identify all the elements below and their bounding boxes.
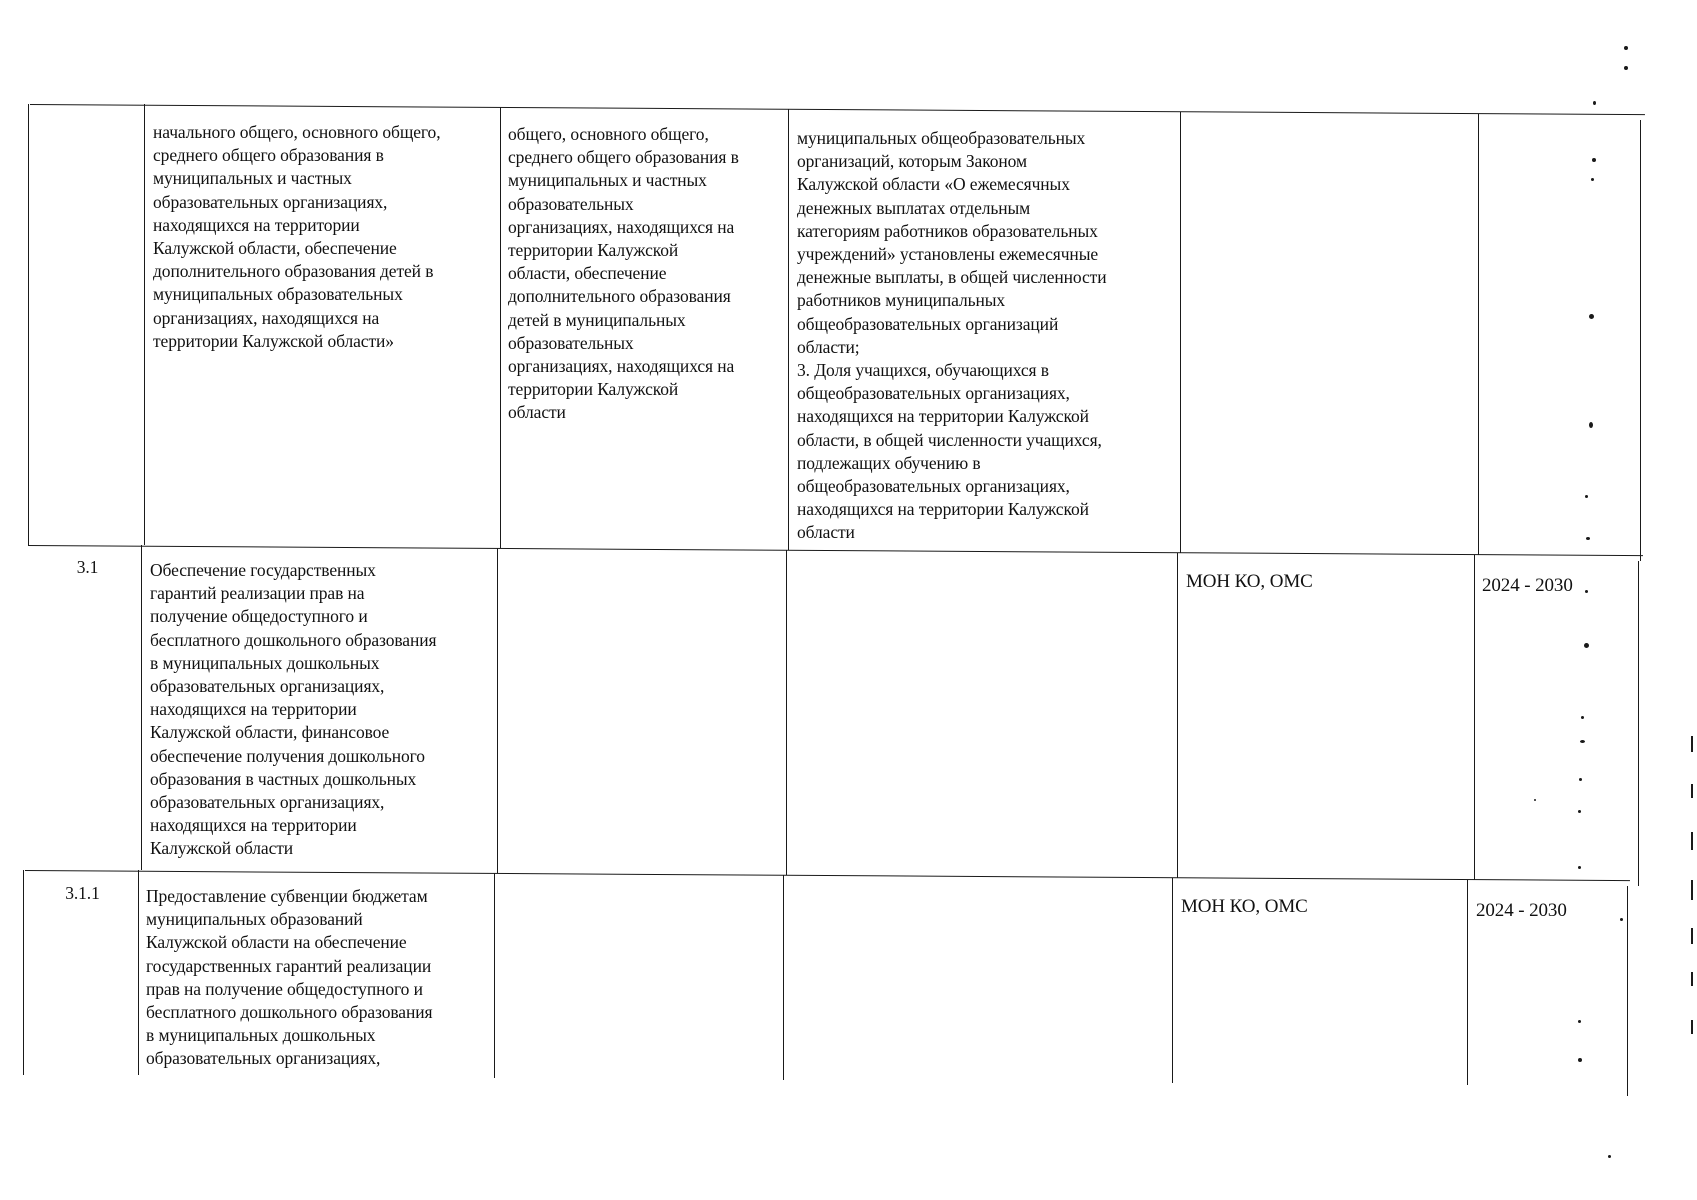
scan-dot	[1580, 740, 1585, 743]
executor-cell: МОН КО, ОМС	[1186, 571, 1313, 592]
col-border-4	[1180, 112, 1181, 553]
col-border-4c	[1172, 878, 1173, 1083]
scan-edge-mark	[1691, 972, 1693, 986]
col-border-3	[788, 109, 789, 550]
col-border-5b	[1474, 555, 1475, 880]
col-border-3b	[786, 550, 787, 875]
indicators-cell: муниципальных общеобразовательных организаций, которым Законом Калужской области «О ежемесячных денежных выплатах отдельным категориям работников образовательных учреждений» установлены ежемесячные денежные выплаты, в общей численности работников муниципальных общеобразовательных организаций области; 3. Доля учащихся, обучающихся в общеобразовательных организациях, находящихся на территории Калужской области, в общей численности учащихся, подлежащих обучению в общеобразовательных организациях, находящихся на территории Калужской области	[797, 128, 1107, 543]
scan-edge-mark	[1691, 1020, 1693, 1034]
col-border-4b	[1177, 553, 1178, 878]
activity-cell: начального общего, основного общего, среднего общего образования в муниципальных и частных образовательных организациях, находящихся на территории Калужской области, обеспечение дополнительного образования детей в муниципальных образовательных организациях, находящихся на территории Калужской области»	[153, 122, 441, 351]
scan-dot	[1585, 590, 1588, 593]
scan-dot	[1578, 1020, 1581, 1023]
scan-dot	[1620, 918, 1623, 921]
result-cell: общего, основного общего, среднего общего образования в муниципальных и частных образовательных организациях, находящихся на территории Калужской области, обеспечение дополнительного образования детей в муниципальных образовательных организациях, находящихся на территории Калужской области	[508, 124, 739, 423]
scan-dot	[1584, 643, 1589, 648]
row-number-cell: 3.1.1	[65, 883, 100, 903]
scan-dot	[1589, 314, 1594, 319]
row-border-1	[28, 545, 1643, 556]
scan-edge-mark	[1691, 784, 1693, 798]
scan-dot	[1593, 101, 1596, 105]
activity-cell: Предоставление субвенции бюджетам муниципальных образований Калужской области на обеспечение государственных гарантий реализации прав на получение общедоступного и бесплатного дошкольного образования в муниципальных дошкольных образовательных организациях,	[146, 886, 433, 1069]
col-border-left	[28, 104, 29, 545]
period-cell: 2024 - 2030	[1476, 900, 1567, 921]
scan-dot	[1586, 537, 1590, 540]
executor-cell: МОН КО, ОМС	[1181, 896, 1308, 917]
row-border-top	[30, 104, 1645, 115]
scan-edge-mark	[1691, 736, 1693, 752]
col-border-5c	[1467, 880, 1468, 1085]
scan-dot	[1581, 716, 1584, 719]
row-number-cell: 3.1	[76, 557, 99, 577]
row-border-2	[25, 870, 1630, 881]
col-border-1b	[141, 545, 142, 870]
scan-edge-mark	[1691, 832, 1693, 850]
col-border-5	[1478, 114, 1479, 555]
scan-dot	[1585, 495, 1588, 498]
scan-dot	[1578, 1058, 1582, 1062]
scan-edge-mark	[1691, 880, 1693, 900]
col-border-right	[1640, 120, 1641, 561]
scan-dot	[1579, 778, 1582, 781]
col-border-left-lower	[23, 870, 24, 1075]
col-border-2b	[497, 548, 498, 873]
activity-cell: Обеспечение государственных гарантий реализации прав на получение общедоступного и бесплатного дошкольного образования в муниципальных дошкольных образовательных организациях, находящихся на территории Калужской области, финансовое обеспечение получения дошкольного образования в частных дошкольных образовательных организациях, находящихся на территории Калужской области	[150, 560, 437, 859]
scan-dot	[1608, 1155, 1611, 1158]
period-cell: 2024 - 2030	[1482, 575, 1573, 596]
col-border-1c	[138, 870, 139, 1075]
scan-edge-mark	[1691, 928, 1693, 944]
col-border-3c	[783, 875, 784, 1080]
scan-dot	[1591, 178, 1594, 181]
scan-dot	[1578, 810, 1581, 813]
scan-dot	[1624, 46, 1628, 50]
col-border-2c	[494, 873, 495, 1078]
scan-dot	[1624, 66, 1628, 70]
scan-dot	[1589, 422, 1593, 428]
col-border-right-b	[1638, 561, 1639, 886]
col-border-right-c	[1627, 886, 1628, 1096]
col-border-2	[500, 107, 501, 548]
scan-dot	[1592, 158, 1596, 162]
col-border-1	[144, 104, 145, 545]
scan-dot	[1578, 866, 1581, 869]
scan-dot	[1534, 799, 1536, 801]
